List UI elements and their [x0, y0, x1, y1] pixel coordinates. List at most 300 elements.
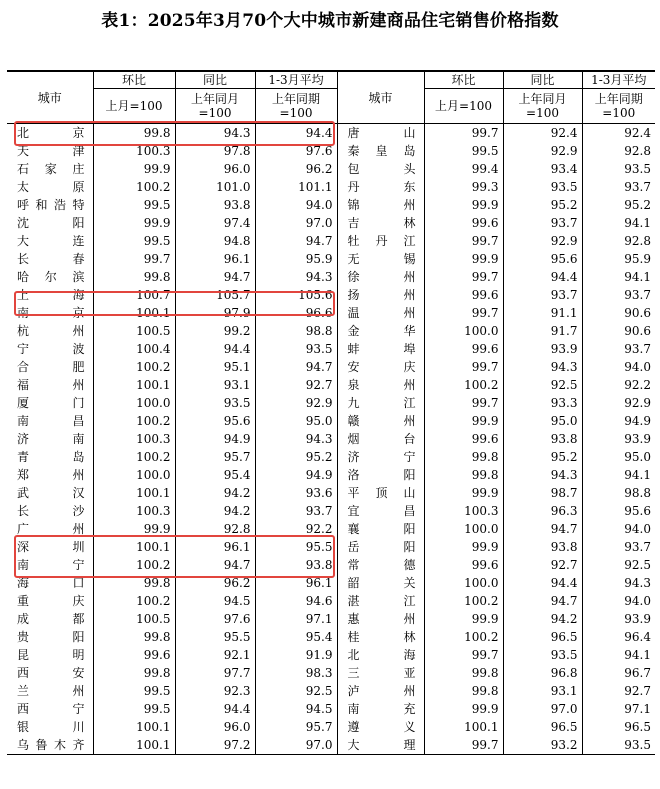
avg-value-right: 96.4: [582, 628, 655, 646]
avg-value-left: 97.0: [255, 736, 337, 755]
city-name-right: 金华: [337, 322, 424, 340]
mom-value-left: 100.5: [93, 610, 175, 628]
yoy-value-left: 96.0: [175, 718, 255, 736]
city-name-left: 济南: [17, 432, 85, 446]
table-row: [7, 304, 655, 322]
table-row: [7, 268, 655, 286]
mom-value-left: 99.6: [93, 646, 175, 664]
avg-value-right: 93.7: [582, 286, 655, 304]
header-row-top: [7, 71, 655, 89]
yoy-value-right: 92.4: [503, 124, 582, 143]
avg-value-right: 94.1: [582, 646, 655, 664]
yoy-value-left: 97.8: [175, 142, 255, 160]
city-name-left: 太原: [17, 180, 85, 194]
avg-sub-left: [255, 89, 337, 124]
yoy-value-right: 93.1: [503, 682, 582, 700]
mom-value-right: 99.9: [424, 700, 503, 718]
yoy-value-right: 92.9: [503, 142, 582, 160]
mom-value-right: 100.2: [424, 592, 503, 610]
city-name-right: 牡丹江: [337, 232, 424, 250]
city-name-left: 石家庄: [17, 162, 85, 176]
mom-value-left: 100.2: [93, 556, 175, 574]
city-name-right: 蚌埠: [337, 340, 424, 358]
city-name-left: 厦门: [17, 396, 85, 410]
yoy-value-left: 97.4: [175, 214, 255, 232]
city-name-right: 襄阳: [337, 520, 424, 538]
city-name-left: 南昌: [17, 414, 85, 428]
mom-value-right: 99.7: [424, 358, 503, 376]
avg-value-right: 95.2: [582, 196, 655, 214]
avg-value-left: 94.7: [255, 232, 337, 250]
mom-value-left: 99.5: [93, 196, 175, 214]
yoy-value-left: 105.7: [175, 286, 255, 304]
mom-value-right: 99.5: [424, 142, 503, 160]
table-row: [7, 448, 655, 466]
yoy-value-left: 96.1: [175, 250, 255, 268]
mom-value-right: 99.7: [424, 232, 503, 250]
yoy-sub-line1: 上年同月: [518, 92, 567, 106]
city-name-left: 北京: [17, 126, 85, 140]
table-row: [7, 250, 655, 268]
yoy-value-left: 101.0: [175, 178, 255, 196]
city-name-right: 吉林: [337, 214, 424, 232]
city-name-left: 沈阳: [17, 216, 85, 230]
avg-value-left: 95.4: [255, 628, 337, 646]
avg-value-right: 95.6: [582, 502, 655, 520]
city-name-right: 桂林: [337, 628, 424, 646]
city-name-left: 长春: [17, 252, 85, 266]
yoy-value-right: 95.0: [503, 412, 582, 430]
header-row-sub: [7, 89, 655, 124]
table-row: [7, 718, 655, 736]
yoy-sub-right: [503, 89, 582, 124]
mom-value-left: 99.9: [93, 520, 175, 538]
city-name-right: 韶关: [337, 574, 424, 592]
avg-value-right: 94.1: [582, 466, 655, 484]
city-name-right: 扬州: [337, 286, 424, 304]
mom-value-left: 100.1: [93, 718, 175, 736]
table-row: [7, 538, 655, 556]
city-name-right: 岳阳: [337, 538, 424, 556]
city-name-right: 洛阳: [337, 466, 424, 484]
city-name-right: 丹东: [337, 178, 424, 196]
city-name-right: 济宁: [337, 448, 424, 466]
avg-value-right: 94.3: [582, 574, 655, 592]
yoy-value-right: 95.2: [503, 196, 582, 214]
mom-value-right: 100.2: [424, 628, 503, 646]
avg-value-left: 94.0: [255, 196, 337, 214]
city-name-right: 安庆: [337, 358, 424, 376]
avg-sub-line2: =100: [279, 106, 313, 120]
table-row: [7, 736, 655, 755]
city-name-right: 平顶山: [337, 484, 424, 502]
avg-value-right: 96.7: [582, 664, 655, 682]
table-row: [7, 592, 655, 610]
avg-value-right: 93.7: [582, 538, 655, 556]
city-name-left: 合肥: [17, 360, 85, 374]
avg-value-right: 98.8: [582, 484, 655, 502]
mom-value-right: 100.3: [424, 502, 503, 520]
mom-value-left: 100.2: [93, 448, 175, 466]
table-row: [7, 610, 655, 628]
avg-header-right: 1-3月平均: [582, 71, 655, 89]
yoy-value-left: 94.8: [175, 232, 255, 250]
yoy-value-left: 95.4: [175, 466, 255, 484]
city-name-left: 昆明: [17, 648, 85, 662]
avg-value-right: 93.7: [582, 340, 655, 358]
yoy-value-left: 96.2: [175, 574, 255, 592]
table-row: [7, 124, 655, 143]
mom-value-right: 99.7: [424, 304, 503, 322]
avg-value-left: 94.3: [255, 268, 337, 286]
table-row: [7, 232, 655, 250]
city-header-right: 城市: [337, 71, 424, 124]
price-index-table: [7, 70, 655, 755]
mom-value-left: 100.7: [93, 286, 175, 304]
avg-value-right: 92.8: [582, 232, 655, 250]
table-row: [7, 574, 655, 592]
city-name-left: 成都: [17, 612, 85, 626]
city-name-left: 长沙: [17, 504, 85, 518]
avg-value-right: 94.0: [582, 358, 655, 376]
avg-value-left: 94.5: [255, 700, 337, 718]
avg-value-right: 90.6: [582, 322, 655, 340]
yoy-value-left: 94.2: [175, 484, 255, 502]
mom-value-left: 100.1: [93, 538, 175, 556]
avg-value-left: 93.8: [255, 556, 337, 574]
mom-value-left: 99.5: [93, 700, 175, 718]
mom-value-right: 99.7: [424, 124, 503, 143]
mom-value-left: 99.7: [93, 250, 175, 268]
avg-value-left: 93.6: [255, 484, 337, 502]
city-name-left: 青岛: [17, 450, 85, 464]
table-row: [7, 430, 655, 448]
yoy-sub-left: [175, 89, 255, 124]
yoy-value-left: 94.7: [175, 556, 255, 574]
yoy-value-left: 94.4: [175, 700, 255, 718]
avg-value-right: 92.7: [582, 682, 655, 700]
mom-value-right: 99.7: [424, 268, 503, 286]
yoy-value-left: 94.2: [175, 502, 255, 520]
mom-header-right: 环比: [424, 71, 503, 89]
yoy-sub-line1: 上年同月: [190, 92, 239, 106]
yoy-value-right: 94.7: [503, 592, 582, 610]
avg-sub-line2: =100: [602, 106, 636, 120]
city-name-left: 宁波: [17, 342, 85, 356]
mom-value-right: 99.7: [424, 736, 503, 755]
avg-value-right: 93.9: [582, 430, 655, 448]
avg-value-left: 91.9: [255, 646, 337, 664]
yoy-value-right: 93.5: [503, 646, 582, 664]
mom-value-left: 100.3: [93, 430, 175, 448]
city-name-left: 乌鲁木齐: [7, 736, 93, 755]
yoy-value-right: 93.2: [503, 736, 582, 755]
avg-value-right: 94.1: [582, 268, 655, 286]
city-name-left: 深圳: [17, 540, 85, 554]
table-row: [7, 196, 655, 214]
yoy-value-left: 93.1: [175, 376, 255, 394]
avg-sub-line1: 上年同期: [271, 92, 320, 106]
city-name-right: 南充: [337, 700, 424, 718]
mom-value-left: 99.8: [93, 628, 175, 646]
yoy-value-left: 96.1: [175, 538, 255, 556]
mom-value-left: 99.5: [93, 232, 175, 250]
yoy-value-right: 93.4: [503, 160, 582, 178]
mom-value-right: 99.9: [424, 196, 503, 214]
avg-value-right: 93.9: [582, 610, 655, 628]
yoy-value-left: 92.3: [175, 682, 255, 700]
yoy-value-left: 93.5: [175, 394, 255, 412]
city-name-left: 西安: [17, 666, 85, 680]
mom-value-left: 100.0: [93, 466, 175, 484]
avg-value-left: 96.6: [255, 304, 337, 322]
avg-value-left: 93.5: [255, 340, 337, 358]
table-row: [7, 502, 655, 520]
mom-value-right: 99.4: [424, 160, 503, 178]
mom-value-right: 99.6: [424, 214, 503, 232]
table-header: [7, 71, 655, 124]
city-name-left: 海口: [17, 576, 85, 590]
city-name-right: 锦州: [337, 196, 424, 214]
avg-value-left: 105.6: [255, 286, 337, 304]
yoy-sub-line2: =100: [198, 106, 232, 120]
avg-value-right: 92.5: [582, 556, 655, 574]
table-row: [7, 376, 655, 394]
table-row: [7, 700, 655, 718]
yoy-value-left: 95.6: [175, 412, 255, 430]
table-row: [7, 214, 655, 232]
mom-value-right: 99.6: [424, 556, 503, 574]
city-name-right: 三亚: [337, 664, 424, 682]
table-row: [7, 646, 655, 664]
mom-value-right: 99.6: [424, 286, 503, 304]
yoy-value-right: 97.0: [503, 700, 582, 718]
city-name-right: 包头: [337, 160, 424, 178]
mom-value-left: 100.2: [93, 358, 175, 376]
yoy-value-right: 94.4: [503, 574, 582, 592]
mom-value-left: 100.2: [93, 178, 175, 196]
avg-value-right: 94.9: [582, 412, 655, 430]
yoy-value-right: 96.3: [503, 502, 582, 520]
city-name-left: 福州: [17, 378, 85, 392]
yoy-value-left: 97.9: [175, 304, 255, 322]
table-row: [7, 682, 655, 700]
city-name-left: 天津: [17, 144, 85, 158]
mom-value-right: 99.3: [424, 178, 503, 196]
avg-value-right: 96.5: [582, 718, 655, 736]
avg-value-right: 94.0: [582, 592, 655, 610]
city-name-right: 九江: [337, 394, 424, 412]
yoy-value-left: 94.7: [175, 268, 255, 286]
yoy-value-right: 93.9: [503, 340, 582, 358]
yoy-value-right: 94.3: [503, 466, 582, 484]
avg-value-left: 96.2: [255, 160, 337, 178]
avg-value-right: 92.2: [582, 376, 655, 394]
mom-value-right: 99.8: [424, 466, 503, 484]
avg-value-left: 95.5: [255, 538, 337, 556]
table-row: [7, 394, 655, 412]
mom-header-left: 环比: [93, 71, 175, 89]
avg-sub-line1: 上年同期: [594, 92, 643, 106]
yoy-sub-line2: =100: [526, 106, 559, 120]
mom-value-right: 99.9: [424, 610, 503, 628]
yoy-value-right: 92.7: [503, 556, 582, 574]
yoy-value-left: 92.8: [175, 520, 255, 538]
mom-value-right: 100.0: [424, 322, 503, 340]
city-name-left: 兰州: [17, 684, 85, 698]
avg-value-left: 94.7: [255, 358, 337, 376]
yoy-header-left: 同比: [175, 71, 255, 89]
city-name-right: 徐州: [337, 268, 424, 286]
table-row: [7, 358, 655, 376]
mom-value-left: 100.1: [93, 736, 175, 755]
city-name-left: 哈尔滨: [17, 270, 85, 284]
mom-sub-right: 上月=100: [424, 89, 503, 124]
yoy-value-right: 93.7: [503, 286, 582, 304]
city-name-left: 重庆: [17, 594, 85, 608]
table-row: [7, 178, 655, 196]
city-name-right: 无锡: [337, 250, 424, 268]
mom-value-right: 100.2: [424, 376, 503, 394]
avg-value-right: 92.4: [582, 124, 655, 143]
city-name-left: 西宁: [17, 702, 85, 716]
avg-value-right: 93.5: [582, 736, 655, 755]
yoy-header-right: 同比: [503, 71, 582, 89]
city-name-left: 大连: [17, 234, 85, 248]
table-row: [7, 484, 655, 502]
city-name-right: 惠州: [337, 610, 424, 628]
yoy-value-right: 96.8: [503, 664, 582, 682]
city-name-right: 北海: [337, 646, 424, 664]
avg-value-left: 95.2: [255, 448, 337, 466]
city-name-right: 秦皇岛: [337, 142, 424, 160]
mom-value-left: 99.8: [93, 574, 175, 592]
avg-value-left: 94.3: [255, 430, 337, 448]
avg-value-left: 92.7: [255, 376, 337, 394]
yoy-value-right: 94.7: [503, 520, 582, 538]
yoy-value-left: 94.4: [175, 340, 255, 358]
table-row: [7, 466, 655, 484]
avg-value-right: 92.8: [582, 142, 655, 160]
avg-header-left: 1-3月平均: [255, 71, 337, 89]
city-name-right: 赣州: [337, 412, 424, 430]
avg-value-left: 94.4: [255, 124, 337, 143]
yoy-value-right: 91.1: [503, 304, 582, 322]
mom-value-left: 99.8: [93, 268, 175, 286]
city-header-left: 城市: [7, 71, 93, 124]
table-row: [7, 160, 655, 178]
yoy-value-left: 95.5: [175, 628, 255, 646]
avg-sub-right: [582, 89, 655, 124]
city-name-right: 泸州: [337, 682, 424, 700]
yoy-value-left: 95.1: [175, 358, 255, 376]
avg-value-right: 93.7: [582, 178, 655, 196]
table-row: [7, 412, 655, 430]
avg-value-right: 93.5: [582, 160, 655, 178]
yoy-value-right: 93.7: [503, 214, 582, 232]
mom-value-left: 99.8: [93, 664, 175, 682]
yoy-value-left: 95.7: [175, 448, 255, 466]
yoy-value-right: 95.2: [503, 448, 582, 466]
table-row: [7, 520, 655, 538]
yoy-value-right: 94.4: [503, 268, 582, 286]
mom-value-left: 99.8: [93, 124, 175, 143]
table-row: [7, 322, 655, 340]
mom-value-left: 100.2: [93, 412, 175, 430]
avg-value-left: 95.9: [255, 250, 337, 268]
avg-value-left: 93.7: [255, 502, 337, 520]
mom-value-right: 99.6: [424, 340, 503, 358]
mom-value-right: 99.9: [424, 250, 503, 268]
mom-value-left: 100.3: [93, 142, 175, 160]
mom-value-right: 99.7: [424, 646, 503, 664]
city-name-left: 杭州: [17, 324, 85, 338]
mom-value-left: 100.1: [93, 304, 175, 322]
avg-value-left: 94.9: [255, 466, 337, 484]
mom-value-left: 99.9: [93, 160, 175, 178]
mom-value-left: 99.5: [93, 682, 175, 700]
city-name-right: 遵义: [337, 718, 424, 736]
avg-value-right: 94.0: [582, 520, 655, 538]
yoy-value-left: 93.8: [175, 196, 255, 214]
table-body: [7, 124, 655, 755]
city-name-left: 南宁: [17, 558, 85, 572]
yoy-value-left: 97.7: [175, 664, 255, 682]
mom-value-right: 99.9: [424, 412, 503, 430]
city-name-right: 烟台: [337, 430, 424, 448]
mom-value-right: 100.0: [424, 574, 503, 592]
city-name-left: 银川: [17, 720, 85, 734]
avg-value-left: 97.6: [255, 142, 337, 160]
mom-value-left: 100.5: [93, 322, 175, 340]
yoy-value-right: 96.5: [503, 628, 582, 646]
city-name-left: 呼和浩特: [17, 198, 85, 212]
avg-value-left: 95.7: [255, 718, 337, 736]
avg-value-left: 98.3: [255, 664, 337, 682]
table-row: [7, 556, 655, 574]
yoy-value-left: 97.6: [175, 610, 255, 628]
city-name-left: 武汉: [17, 486, 85, 500]
mom-value-left: 100.0: [93, 394, 175, 412]
yoy-value-right: 98.7: [503, 484, 582, 502]
yoy-value-right: 92.5: [503, 376, 582, 394]
avg-value-right: 95.9: [582, 250, 655, 268]
avg-value-right: 92.9: [582, 394, 655, 412]
yoy-value-right: 96.5: [503, 718, 582, 736]
yoy-value-right: 92.9: [503, 232, 582, 250]
table-row: [7, 340, 655, 358]
city-name-right: 大理: [337, 736, 424, 755]
yoy-value-left: 97.2: [175, 736, 255, 755]
table-row: [7, 286, 655, 304]
city-name-right: 唐山: [337, 124, 424, 143]
yoy-value-right: 95.6: [503, 250, 582, 268]
avg-value-left: 94.6: [255, 592, 337, 610]
mom-value-right: 99.8: [424, 448, 503, 466]
city-name-left: 上海: [17, 288, 85, 302]
city-name-left: 南京: [17, 306, 85, 320]
avg-value-left: 92.2: [255, 520, 337, 538]
yoy-value-right: 93.8: [503, 538, 582, 556]
mom-value-right: 100.1: [424, 718, 503, 736]
avg-value-left: 97.1: [255, 610, 337, 628]
avg-value-left: 97.0: [255, 214, 337, 232]
mom-value-left: 99.9: [93, 214, 175, 232]
city-name-left: 贵阳: [17, 630, 85, 644]
city-name-left: 郑州: [17, 468, 85, 482]
city-name-right: 常德: [337, 556, 424, 574]
city-name-right: 温州: [337, 304, 424, 322]
